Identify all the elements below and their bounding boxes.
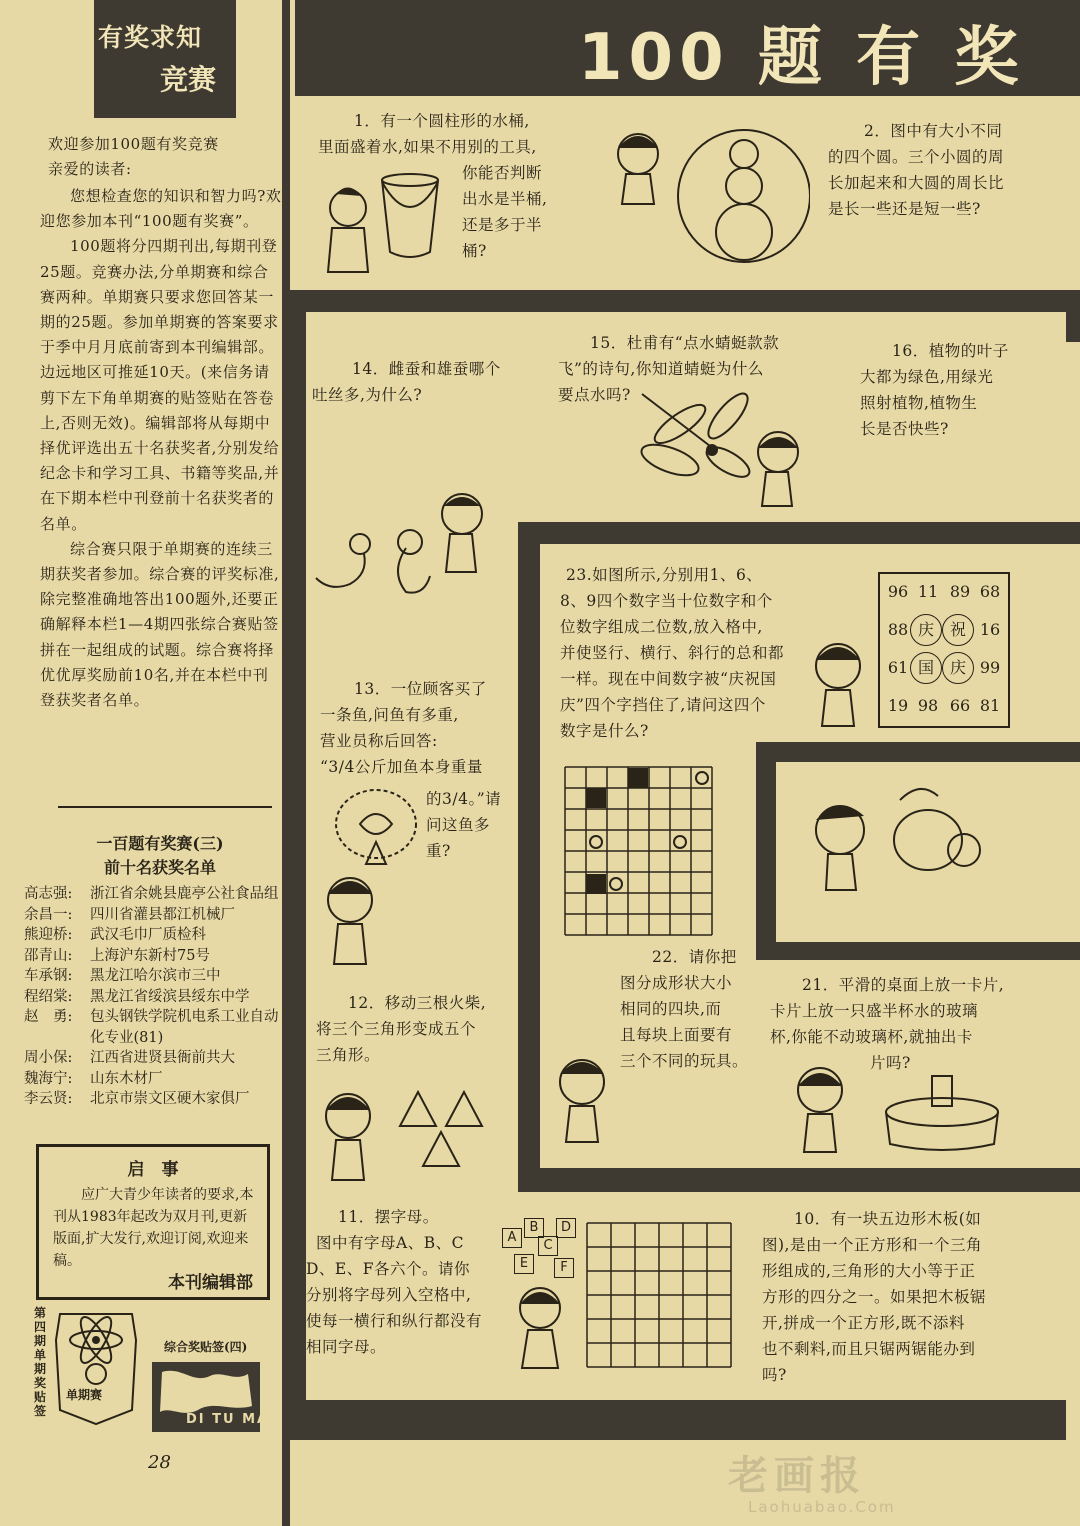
q10-line: 开,拼成一个正方形,既不添料 [762,1314,965,1332]
intro-paragraph: 100题将分四期刊出,每期刊登25题。竞赛办法,分单期赛和综合赛两种。单期赛只要求您回答某一期的25题。参加单期赛的答案要求于季中月月底前寄到本刊编辑部。边远地区可推延10天。(来信务请剪下左下角单期赛的贴签贴在答卷上,否则无效)。编辑部将从每期中择优评选出五十名获奖者,分别发给纪念卡和学习工具、书籍等奖品,并在下期本栏中刊登前十名获奖者的名单。 [40,237,280,533]
letter-blocks [498,1214,582,1284]
sticker-side-text: 第四期单期奖贴签 [34,1306,47,1418]
q23-line: 位数字组成二位数,放入格中, [560,618,763,636]
q16-line: 大都为绿色,用绿光 [860,368,994,386]
q14-line: 14．雌蚕和雄蚕哪个 [352,360,501,378]
atom-badge-icon [52,1300,140,1428]
winner-row: 高志强: 浙江省余姚县鹿亭公社食品组 [24,886,279,902]
girl-figure-icon [510,1284,574,1374]
winners-title-line1: 一百题有奖赛(三) [96,834,224,853]
magic-cell: 98 [917,696,939,715]
question-22 [620,944,760,1074]
q11-line: D、E、F各六个。请你 [306,1260,470,1278]
magic-cell: 99 [979,658,1001,677]
q2-line: 的四个圆。三个小圆的周 [828,148,1005,166]
magic-cell: 11 [917,582,939,601]
q21-line: 杯,你能不动玻璃杯,就抽出卡 [770,1028,973,1046]
q15-line: 要点水吗? [558,386,631,404]
question-10 [762,1206,1032,1388]
notice-signature: 本刊编辑部 [168,1273,253,1293]
notice-title: 启 事 [127,1160,179,1180]
vertical-rule [282,0,290,1526]
q1-line: 1．有一个圆柱形的水桶, [354,112,530,130]
q1-line: 桶? [462,242,487,260]
q10-line: 图),是由一个正方形和一个三角 [762,1236,982,1254]
main-masthead-title: 100 题 有 奖 [578,21,1025,95]
magic-cell: 88 [887,620,909,639]
q2-line: 2．图中有大小不同 [864,122,1003,140]
q1-line: 里面盛着水,如果不用别的工具, [318,138,537,156]
letter-block: B [524,1218,544,1238]
combo-sticker-map-text: DI TU MA [186,1412,270,1427]
q12-line: 三角形。 [316,1046,381,1064]
winner-row: 魏海宁: 山东木材厂 [24,1070,163,1087]
inner-frame-left [518,544,540,1192]
question-2 [828,118,1028,222]
q22-line: 且每块上面要有 [620,1026,733,1044]
magic-cell: 19 [887,696,909,715]
q12-line: 12．移动三根火柴, [348,994,487,1012]
question-13 [320,676,500,780]
q13-line: 13．一位顾客买了 [354,680,487,698]
letter-block: C [538,1236,558,1256]
winner-row: 邵青山: 上海沪东新村75号 [24,947,210,964]
question-13-cont [426,786,506,864]
table-glass-icon [786,1060,1008,1160]
winner-row: 熊迎桥: 武汉毛巾厂质检科 [24,927,206,943]
frame-band-right [1066,312,1080,342]
q11-line: 11．摆字母。 [338,1208,439,1226]
question-12 [316,990,506,1068]
intro-body [40,184,284,713]
winners-title [60,832,260,880]
question-23 [560,562,810,744]
circles-icon [606,118,810,274]
q10-line: 也不剩料,而且只锯两锯能办到 [762,1340,976,1358]
q10-line: 10．有一块五边形木板(如 [794,1210,982,1228]
winner-row: 程绍棠: 黑龙江省绥滨县绥东中学 [24,988,250,1005]
winners-title-line2: 前十名获奖名单 [103,858,216,877]
winner-row: 余昌一: 四川省灌县都江机械厂 [24,906,235,923]
letter-grid [586,1222,736,1368]
intro-heading: 欢迎参加100题有奖竞赛 [48,135,219,153]
picture-frame-bottom [756,942,1080,960]
q23-line: 一样。现在中间数字被“庆祝国 [560,670,777,688]
frame-band-left [290,312,306,1426]
frame-band-top [290,290,1080,312]
q23-line: 并使竖行、横行、斜行的总和都 [560,644,785,662]
divider [58,806,272,808]
winners-list [24,884,282,1110]
q15-line: 15．杜甫有“点水蜻蜓款款 [590,334,780,352]
q13-line: 营业员称后回答: [320,732,438,750]
magic-cell: 66 [949,696,971,715]
inner-frame-top [518,522,1080,544]
combo-sticker-label: 综合奖贴签(四) [164,1340,248,1354]
q13-line: 问这鱼多 [426,816,491,834]
q12-line: 将三个三角形变成五个 [316,1020,477,1038]
page-number: 28 [148,1452,171,1473]
frame-band-bottom [290,1400,1066,1440]
winner-row: 车承钢: 黑龙江哈尔滨市三中 [24,968,221,984]
silkworm-icon [310,492,502,604]
q21-line: 卡片上放一只盛半杯水的玻璃 [770,1002,979,1020]
boy-figure-icon [806,636,876,732]
q1-line: 出水是半桶, [462,190,548,208]
winner-row: 李云贤: 北京市崇文区硬木家俱厂 [24,1091,250,1107]
magic-cell: 89 [949,582,971,601]
boy-figure-icon [548,1052,620,1148]
inner-frame-bottom [518,1168,1080,1192]
magic-cell: 81 [979,696,1001,715]
magic-cell: 16 [979,620,1001,639]
q22-line: 相同的四块,而 [620,1000,722,1018]
question-1 [318,108,558,160]
q10-line: 吗? [762,1366,787,1384]
intro-paragraph: 综合赛只限于单期赛的连续三期获奖者参加。综合赛的评奖标准,除完整准确地答出100题外,还要正确解释本栏1—4期四张综合赛贴签拼在一起组成的试题。综合赛将择优优厚奖励前10名,并在本栏中刊登获奖者名单。 [40,539,280,710]
letter-block: E [514,1254,534,1274]
q13-line: “3/4公斤加鱼本身重量 [320,758,483,776]
q11-line: 使每一横行和纵行都没有 [306,1312,483,1330]
left-masthead-title: 有奖求知 [98,23,203,52]
toy-grid [564,766,714,938]
q14-line: 吐丝多,为什么? [312,386,423,404]
letter-block: D [556,1218,576,1238]
picture-frame-left [756,762,776,960]
q23-line: 23.如图所示,分别用1、6、 [566,566,763,584]
single-issue-sticker [52,1300,140,1428]
watermark-url: Laohuabao.Com [748,1498,896,1516]
letter-block: A [502,1228,522,1248]
q23-line: 数字是什么? [560,722,649,740]
magic-cell: 国 [910,652,942,684]
q11-line: 图中有字母A、B、C [316,1234,464,1252]
notice-body: 应广大青少年读者的要求,本刊从1983年起改为双月刊,更新版面,扩大发行,欢迎订阅,欢迎来稿。 [53,1187,254,1269]
notice-box [36,1144,270,1300]
magic-cell: 96 [887,582,909,601]
picture-frame-top [756,742,1080,762]
q22-line: 22．请你把 [652,948,737,966]
q21-line: 片吗? [870,1054,911,1072]
q22-line: 三个不同的玩具。 [620,1052,749,1070]
fish-icon [316,784,426,970]
bucket-icon [314,172,456,280]
q23-line: 庆”四个字挡住了,请问这四个 [560,696,766,714]
matchstick-triangles-icon [318,1080,498,1190]
intro-greeting: 亲爱的读者: [48,160,132,178]
magic-cell: 68 [979,582,1001,601]
q2-line: 是长一些还是短一些? [828,200,981,218]
q13-line: 重? [426,842,451,860]
q2-line: 长加起来和大圆的周长比 [828,174,1005,192]
question-11 [306,1204,496,1360]
q15-line: 飞”的诗句,你知道蜻蜓为什么 [558,360,764,378]
single-issue-badge-text: 单期赛 [66,1388,103,1402]
q16-line: 16．植物的叶子 [892,342,1009,360]
intro-paragraph: 您想检查您的知识和智力吗?欢迎您参加本刊“100题有奖赛”。 [40,187,282,231]
question-1-cont [462,160,562,264]
q23-line: 8、9四个数字当十位数字和个 [560,592,773,610]
magic-square [878,572,1010,728]
q1-line: 你能否判断 [462,164,543,182]
q21-line: 21．平滑的桌面上放一卡片, [802,976,1005,994]
letter-block: F [554,1258,574,1278]
winner-row: 赵 勇: 包头钢铁学院机电系工业自动化专业(81) [24,1009,279,1046]
q16-line: 长是否快些? [860,420,949,438]
q13-line: 的3/4。”请 [426,790,502,808]
q10-line: 形组成的,三角形的大小等于正 [762,1262,976,1280]
left-masthead-subtitle: 竞赛 [160,63,217,96]
boy-crab-illustration [800,780,1000,900]
q1-line: 还是多于半 [462,216,543,234]
question-16 [860,338,1020,442]
dragonfly-icon [636,388,816,518]
q10-line: 方形的四分之一。如果把木板锯 [762,1288,987,1306]
magic-cell: 祝 [942,614,974,646]
winner-row: 周小保: 江西省进贤县衙前共大 [24,1050,235,1066]
q16-line: 照射植物,植物生 [860,394,978,412]
q13-line: 一条鱼,问鱼有多重, [320,706,459,724]
q11-line: 分别将字母列入空格中, [306,1286,472,1304]
q11-line: 相同字母。 [306,1338,387,1356]
question-14 [312,356,512,408]
watermark-logo: 老画报 [728,1453,866,1499]
magic-cell: 庆 [942,652,974,684]
magic-cell: 庆 [910,614,942,646]
q22-line: 图分成形状大小 [620,974,733,992]
magic-cell: 61 [887,658,909,677]
